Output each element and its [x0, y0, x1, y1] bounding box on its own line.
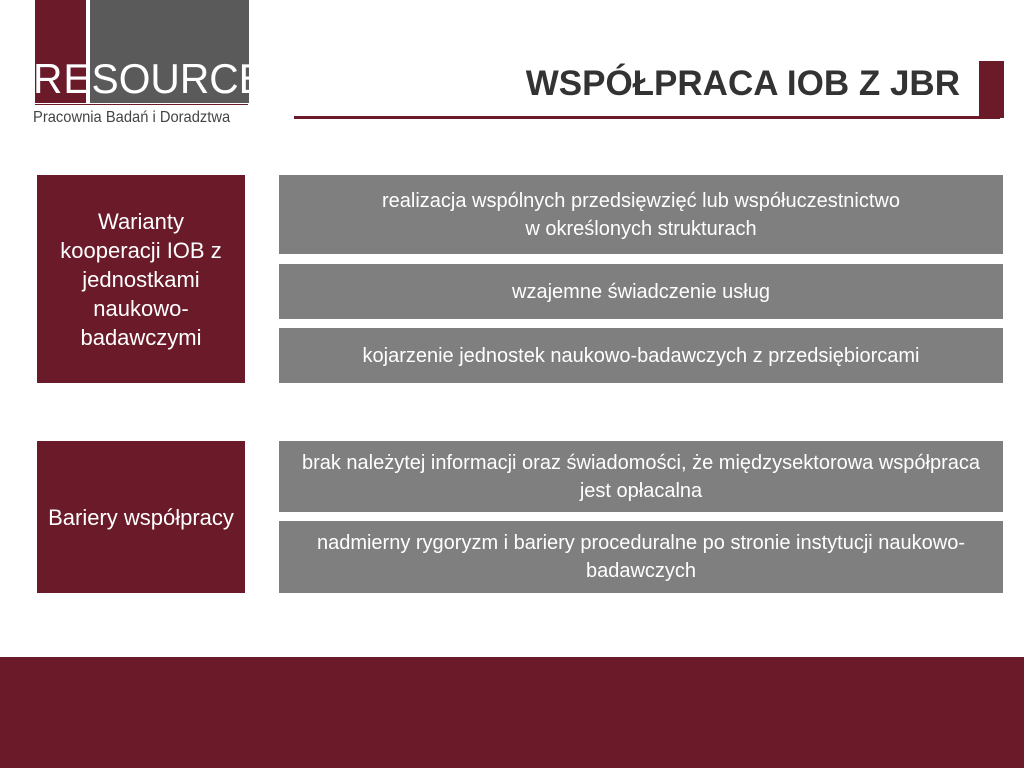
- section1-item-1: realizacja wspólnych przedsięwzięć lub współuczestnictwo w określonych strukturach: [279, 175, 1003, 254]
- section1-label: Warianty kooperacji IOB z jednostkami naukowo-badawczymi: [37, 175, 245, 383]
- logo-underline: [35, 104, 248, 105]
- title-rule: [294, 116, 1000, 119]
- title-accent-bar: [979, 61, 1004, 118]
- section1-item-2: wzajemne świadczenie usług: [279, 264, 1003, 319]
- logo-re: RE: [33, 55, 92, 102]
- logo-subtitle: Pracownia Badań i Doradztwa: [33, 109, 231, 126]
- section2-item-1: brak należytej informacji oraz świadomości, że międzysektorowa współpraca jest opłacalna: [279, 441, 1003, 512]
- page-title: WSPÓŁPRACA IOB Z JBR: [525, 64, 960, 103]
- section2-item-2: nadmierny rygoryzm i bariery proceduralne po stronie instytucji naukowo-badawczych: [279, 521, 1003, 593]
- logo: [33, 55, 266, 102]
- section1-item-3: kojarzenie jednostek naukowo-badawczych z przedsiębiorcami: [279, 328, 1003, 383]
- section2-label: Bariery współpracy: [37, 441, 245, 593]
- logo-source: SOURCE: [91, 55, 266, 102]
- footer-band: [0, 657, 1024, 768]
